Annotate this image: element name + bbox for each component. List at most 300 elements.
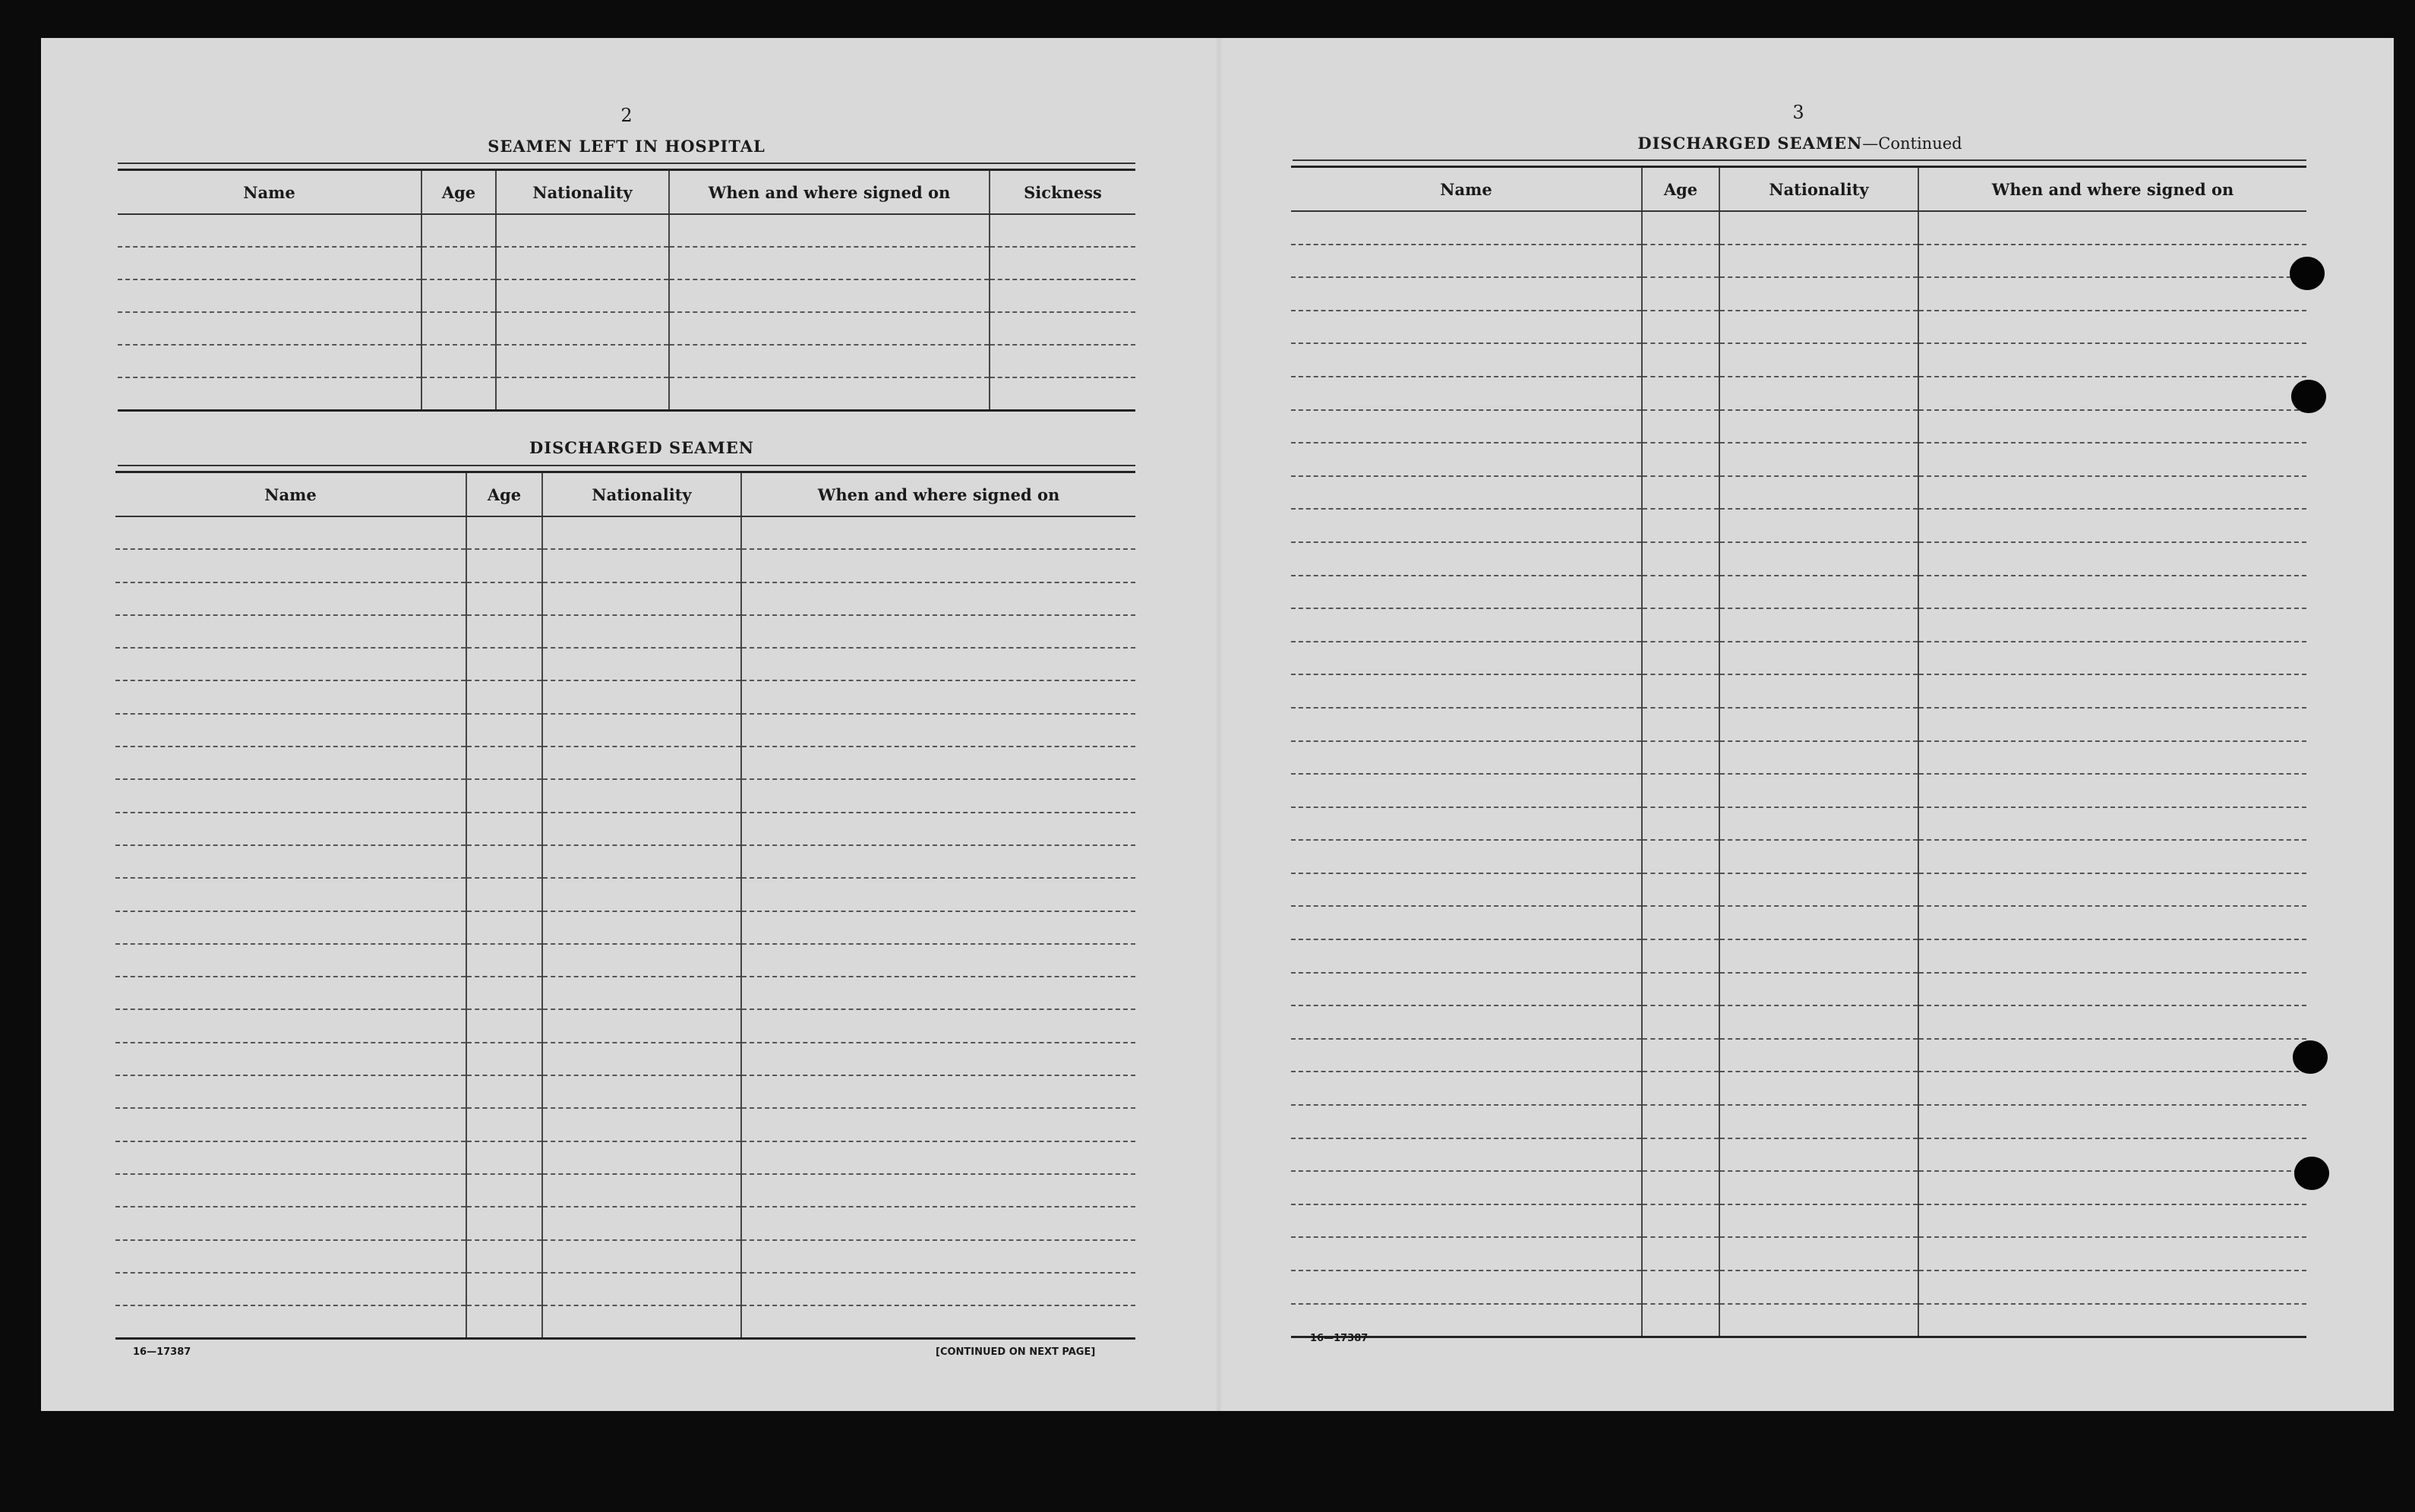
blank-cell: [1291, 343, 1642, 377]
blank-cell: [1918, 542, 2306, 576]
blank-cell: [1291, 973, 1642, 1006]
blank-cell: [1291, 410, 1642, 443]
blank-cell: [1291, 840, 1642, 873]
table-row: [1291, 1005, 2306, 1039]
blank-cell: [1918, 674, 2306, 708]
discharged-col-signed-on: When and where signed on: [741, 472, 1135, 517]
blank-cell: [1642, 343, 1719, 377]
blank-cell: [1719, 873, 1918, 907]
blank-cell: [115, 1009, 466, 1042]
discharged-continued-table: [1291, 166, 2306, 1338]
blank-cell: [1291, 741, 1642, 775]
blank-cell: [1291, 939, 1642, 973]
blank-cell: [1291, 708, 1642, 741]
blank-cell: [1291, 311, 1642, 344]
blank-cell: [1642, 1237, 1719, 1271]
table-row: [115, 1174, 1135, 1207]
blank-cell: [496, 214, 669, 247]
blank-cell: [1918, 476, 2306, 510]
blank-cell: [115, 878, 466, 911]
blank-cell: [421, 312, 496, 345]
hospital-col-age: Age: [421, 170, 496, 215]
table-row: [1291, 509, 2306, 542]
blank-cell: [466, 714, 542, 747]
blank-cell: [1719, 1138, 1918, 1172]
table-row: [115, 1108, 1135, 1141]
blank-cell: [1918, 576, 2306, 609]
blank-cell: [1918, 774, 2306, 807]
blank-cell: [542, 1141, 741, 1174]
blank-cell: [1719, 509, 1918, 542]
blank-cell: [542, 779, 741, 812]
blank-cell: [741, 680, 1135, 713]
blank-cell: [115, 714, 466, 747]
blank-cell: [1719, 807, 1918, 841]
table-row: [1291, 410, 2306, 443]
table-row: [115, 1141, 1135, 1174]
blank-cell: [1642, 1072, 1719, 1105]
blank-cell: [1642, 443, 1719, 476]
blank-cell: [669, 312, 990, 345]
blank-cell: [1291, 1138, 1642, 1172]
blank-cell: [1291, 1072, 1642, 1105]
blank-cell: [1918, 906, 2306, 939]
blank-cell: [115, 747, 466, 779]
blank-cell: [1918, 608, 2306, 642]
blank-cell: [1642, 410, 1719, 443]
discharged-col-name: Name: [115, 472, 466, 517]
blank-cell: [115, 813, 466, 845]
page-fold: [1215, 38, 1223, 1411]
blank-cell: [1719, 277, 1918, 311]
table-row: [1291, 608, 2306, 642]
blank-cell: [1918, 708, 2306, 741]
blank-cell: [741, 1273, 1135, 1305]
blank-cell: [1918, 377, 2306, 410]
blank-cell: [741, 878, 1135, 911]
blank-cell: [421, 247, 496, 279]
blank-cell: [115, 779, 466, 812]
continued-note: [CONTINUED ON NEXT PAGE]: [936, 1346, 1096, 1358]
table-row: [115, 680, 1135, 713]
blank-cell: [741, 1207, 1135, 1239]
discharged-continued-suffix: —Continued: [1862, 134, 1962, 153]
blank-cell: [1918, 1237, 2306, 1271]
blank-cell: [1719, 708, 1918, 741]
blank-cell: [421, 345, 496, 377]
blank-cell: [1642, 774, 1719, 807]
hospital-col-name: Name: [118, 170, 421, 215]
blank-cell: [1719, 1105, 1918, 1138]
table-row: [1291, 1304, 2306, 1337]
blank-cell: [542, 845, 741, 878]
blank-cell: [741, 1141, 1135, 1174]
blank-cell: [496, 345, 669, 377]
blank-cell: [1719, 311, 1918, 344]
blank-cell: [542, 582, 741, 615]
blank-cell: [118, 312, 421, 345]
table-row: [1291, 873, 2306, 907]
blank-cell: [115, 1075, 466, 1108]
discharged-header-row: [115, 472, 1135, 517]
blank-cell: [1291, 1237, 1642, 1271]
table-row: [1291, 642, 2306, 675]
table-row: [1291, 774, 2306, 807]
blank-cell: [1642, 1304, 1719, 1337]
blank-cell: [1918, 741, 2306, 775]
blank-cell: [466, 1174, 542, 1207]
blank-cell: [1918, 642, 2306, 675]
blank-cell: [466, 1043, 542, 1075]
blank-cell: [542, 1075, 741, 1108]
blank-cell: [741, 1305, 1135, 1339]
blank-cell: [1719, 410, 1918, 443]
blank-cell: [1719, 1304, 1918, 1337]
blank-cell: [1291, 542, 1642, 576]
blank-cell: [542, 680, 741, 713]
blank-cell: [542, 714, 741, 747]
table-row: [115, 1273, 1135, 1305]
blank-cell: [1918, 1072, 2306, 1105]
table-row: [115, 615, 1135, 648]
blank-cell: [1291, 873, 1642, 907]
blank-cell: [1291, 774, 1642, 807]
table-row: [1291, 1171, 2306, 1204]
blank-cell: [1291, 1171, 1642, 1204]
blank-cell: [1719, 1171, 1918, 1204]
blank-cell: [542, 977, 741, 1009]
blank-cell: [466, 911, 542, 944]
discharged-col-age: Age: [466, 472, 542, 517]
table-row: [1291, 840, 2306, 873]
blank-cell: [115, 1043, 466, 1075]
blank-cell: [1642, 1271, 1719, 1304]
blank-cell: [1918, 245, 2306, 278]
blank-cell: [115, 516, 466, 549]
blank-cell: [1291, 1204, 1642, 1238]
table-row: [1291, 906, 2306, 939]
blank-cell: [421, 279, 496, 312]
blank-cell: [496, 312, 669, 345]
table-row: [1291, 576, 2306, 609]
blank-cell: [1642, 674, 1719, 708]
blank-cell: [1918, 1039, 2306, 1072]
blank-cell: [741, 582, 1135, 615]
blank-cell: [115, 911, 466, 944]
blank-cell: [1642, 906, 1719, 939]
blank-cell: [421, 214, 496, 247]
table-row: [115, 1240, 1135, 1273]
table-row: [115, 1043, 1135, 1075]
left-footer-form-number: 16—17387: [133, 1346, 191, 1358]
blank-cell: [1918, 1271, 2306, 1304]
blank-cell: [1642, 1171, 1719, 1204]
blank-cell: [1719, 674, 1918, 708]
blank-cell: [115, 1273, 466, 1305]
table-row: [115, 1009, 1135, 1042]
blank-cell: [1719, 245, 1918, 278]
blank-cell: [466, 1141, 542, 1174]
table-row: [115, 1305, 1135, 1339]
continued-col-age: Age: [1642, 167, 1719, 212]
blank-cell: [1642, 939, 1719, 973]
blank-cell: [1642, 741, 1719, 775]
blank-cell: [1719, 1204, 1918, 1238]
blank-cell: [542, 1273, 741, 1305]
blank-cell: [669, 345, 990, 377]
blank-cell: [1642, 476, 1719, 510]
blank-cell: [1642, 542, 1719, 576]
blank-cell: [1642, 1204, 1719, 1238]
continued-header-row: [1291, 167, 2306, 212]
punch-hole: [2290, 257, 2325, 290]
table-row: [1291, 377, 2306, 410]
blank-cell: [1719, 642, 1918, 675]
blank-cell: [466, 878, 542, 911]
blank-cell: [1291, 674, 1642, 708]
blank-cell: [1291, 1005, 1642, 1039]
blank-cell: [466, 1108, 542, 1141]
blank-cell: [669, 279, 990, 312]
blank-cell: [990, 377, 1135, 411]
blank-cell: [1291, 1039, 1642, 1072]
discharged-col-nationality: Nationality: [542, 472, 741, 517]
blank-cell: [542, 615, 741, 648]
blank-cell: [1642, 642, 1719, 675]
table-row: [1291, 1204, 2306, 1238]
table-row: [115, 878, 1135, 911]
hospital-col-nationality: Nationality: [496, 170, 669, 215]
blank-cell: [496, 247, 669, 279]
discharged-section-title: DISCHARGED SEAMEN: [529, 438, 754, 457]
table-row: [1291, 939, 2306, 973]
blank-cell: [115, 615, 466, 648]
blank-cell: [115, 1207, 466, 1239]
blank-cell: [1719, 1072, 1918, 1105]
blank-cell: [542, 747, 741, 779]
blank-cell: [1291, 906, 1642, 939]
blank-cell: [466, 944, 542, 977]
table-row: [115, 1207, 1135, 1239]
blank-cell: [669, 377, 990, 411]
blank-cell: [115, 1174, 466, 1207]
blank-cell: [115, 680, 466, 713]
blank-cell: [1918, 410, 2306, 443]
table-row: [1291, 1138, 2306, 1172]
blank-cell: [1719, 741, 1918, 775]
blank-cell: [115, 549, 466, 582]
blank-cell: [1291, 211, 1642, 245]
blank-cell: [1918, 277, 2306, 311]
blank-cell: [1642, 576, 1719, 609]
hospital-header-row: [118, 170, 1135, 215]
blank-cell: [1918, 1138, 2306, 1172]
table-row: [115, 779, 1135, 812]
blank-cell: [741, 779, 1135, 812]
blank-cell: [1719, 1237, 1918, 1271]
blank-cell: [542, 648, 741, 680]
hospital-col-signed-on: When and where signed on: [669, 170, 990, 215]
blank-cell: [1719, 973, 1918, 1006]
blank-cell: [1918, 1171, 2306, 1204]
blank-cell: [1291, 377, 1642, 410]
blank-cell: [741, 648, 1135, 680]
blank-cell: [466, 779, 542, 812]
table-row: [1291, 674, 2306, 708]
blank-cell: [1719, 343, 1918, 377]
blank-cell: [1918, 211, 2306, 245]
discharged-continued-title-main: DISCHARGED SEAMEN: [1637, 134, 1863, 153]
blank-cell: [1642, 608, 1719, 642]
right-page-number: 3: [1792, 102, 1804, 123]
blank-cell: [1291, 1105, 1642, 1138]
discharged-table: [115, 471, 1135, 1340]
table-row: [1291, 343, 2306, 377]
blank-cell: [118, 247, 421, 279]
blank-cell: [741, 516, 1135, 549]
blank-cell: [115, 977, 466, 1009]
blank-cell: [1642, 1039, 1719, 1072]
blank-cell: [1719, 377, 1918, 410]
blank-cell: [118, 377, 421, 411]
blank-cell: [1642, 245, 1719, 278]
table-row: [115, 549, 1135, 582]
blank-cell: [118, 214, 421, 247]
table-row: [1291, 542, 2306, 576]
blank-cell: [496, 279, 669, 312]
table-row: [115, 1075, 1135, 1108]
blank-cell: [1642, 840, 1719, 873]
table-row: [1291, 807, 2306, 841]
continued-col-signed-on: When and where signed on: [1918, 167, 2306, 212]
blank-cell: [466, 648, 542, 680]
blank-cell: [741, 714, 1135, 747]
blank-cell: [466, 747, 542, 779]
blank-cell: [115, 845, 466, 878]
blank-cell: [118, 279, 421, 312]
blank-cell: [990, 247, 1135, 279]
table-row: [1291, 1105, 2306, 1138]
blank-cell: [741, 977, 1135, 1009]
table-row: [115, 813, 1135, 845]
blank-cell: [542, 1009, 741, 1042]
blank-cell: [1291, 642, 1642, 675]
blank-cell: [421, 377, 496, 411]
blank-cell: [466, 1273, 542, 1305]
blank-cell: [466, 516, 542, 549]
blank-cell: [1642, 873, 1719, 907]
blank-cell: [1918, 1304, 2306, 1337]
blank-cell: [741, 1240, 1135, 1273]
blank-cell: [741, 845, 1135, 878]
blank-cell: [1918, 1005, 2306, 1039]
table-row: [115, 747, 1135, 779]
blank-cell: [741, 944, 1135, 977]
blank-cell: [1719, 774, 1918, 807]
blank-cell: [466, 1305, 542, 1339]
blank-cell: [1291, 576, 1642, 609]
table-row: [115, 516, 1135, 549]
blank-cell: [1642, 211, 1719, 245]
blank-cell: [1642, 1005, 1719, 1039]
blank-cell: [115, 1108, 466, 1141]
blank-cell: [741, 615, 1135, 648]
table-row: [1291, 1237, 2306, 1271]
blank-cell: [466, 615, 542, 648]
table-row: [115, 648, 1135, 680]
blank-cell: [1719, 906, 1918, 939]
blank-cell: [1918, 311, 2306, 344]
blank-cell: [466, 1009, 542, 1042]
table-row: [115, 714, 1135, 747]
blank-cell: [542, 878, 741, 911]
blank-cell: [1719, 1039, 1918, 1072]
blank-cell: [466, 680, 542, 713]
blank-cell: [542, 1240, 741, 1273]
table-row: [1291, 973, 2306, 1006]
continued-col-nationality: Nationality: [1719, 167, 1918, 212]
punch-hole: [2293, 1040, 2328, 1074]
blank-cell: [1642, 509, 1719, 542]
discharged-rows: [115, 516, 1135, 1339]
blank-cell: [1918, 807, 2306, 841]
blank-cell: [1719, 1005, 1918, 1039]
hospital-rows: [118, 214, 1135, 411]
blank-cell: [1719, 576, 1918, 609]
blank-cell: [1291, 608, 1642, 642]
blank-cell: [496, 377, 669, 411]
blank-cell: [542, 516, 741, 549]
table-row: [118, 214, 1135, 247]
table-row: [1291, 1271, 2306, 1304]
blank-cell: [1719, 608, 1918, 642]
blank-cell: [466, 977, 542, 1009]
blank-cell: [741, 1108, 1135, 1141]
blank-cell: [1918, 509, 2306, 542]
blank-cell: [1719, 840, 1918, 873]
blank-cell: [466, 1240, 542, 1273]
blank-cell: [542, 813, 741, 845]
blank-cell: [115, 582, 466, 615]
blank-cell: [466, 1207, 542, 1239]
blank-cell: [741, 1043, 1135, 1075]
table-row: [118, 279, 1135, 312]
blank-cell: [1918, 873, 2306, 907]
blank-cell: [542, 911, 741, 944]
blank-cell: [1719, 542, 1918, 576]
blank-cell: [1642, 708, 1719, 741]
blank-cell: [542, 1043, 741, 1075]
hospital-table: [118, 169, 1135, 412]
blank-cell: [741, 1009, 1135, 1042]
blank-cell: [1642, 277, 1719, 311]
blank-cell: [741, 813, 1135, 845]
blank-cell: [990, 345, 1135, 377]
blank-cell: [741, 1075, 1135, 1108]
table-row: [1291, 708, 2306, 741]
blank-cell: [1642, 311, 1719, 344]
table-row: [118, 312, 1135, 345]
blank-cell: [466, 549, 542, 582]
continued-rows: [1291, 211, 2306, 1337]
table-row: [115, 977, 1135, 1009]
table-row: [115, 582, 1135, 615]
discharged-continued-title: [1587, 134, 2012, 153]
table-row: [118, 247, 1135, 279]
table-row: [1291, 311, 2306, 344]
continued-top-rule: [1293, 159, 2306, 161]
table-row: [118, 377, 1135, 411]
